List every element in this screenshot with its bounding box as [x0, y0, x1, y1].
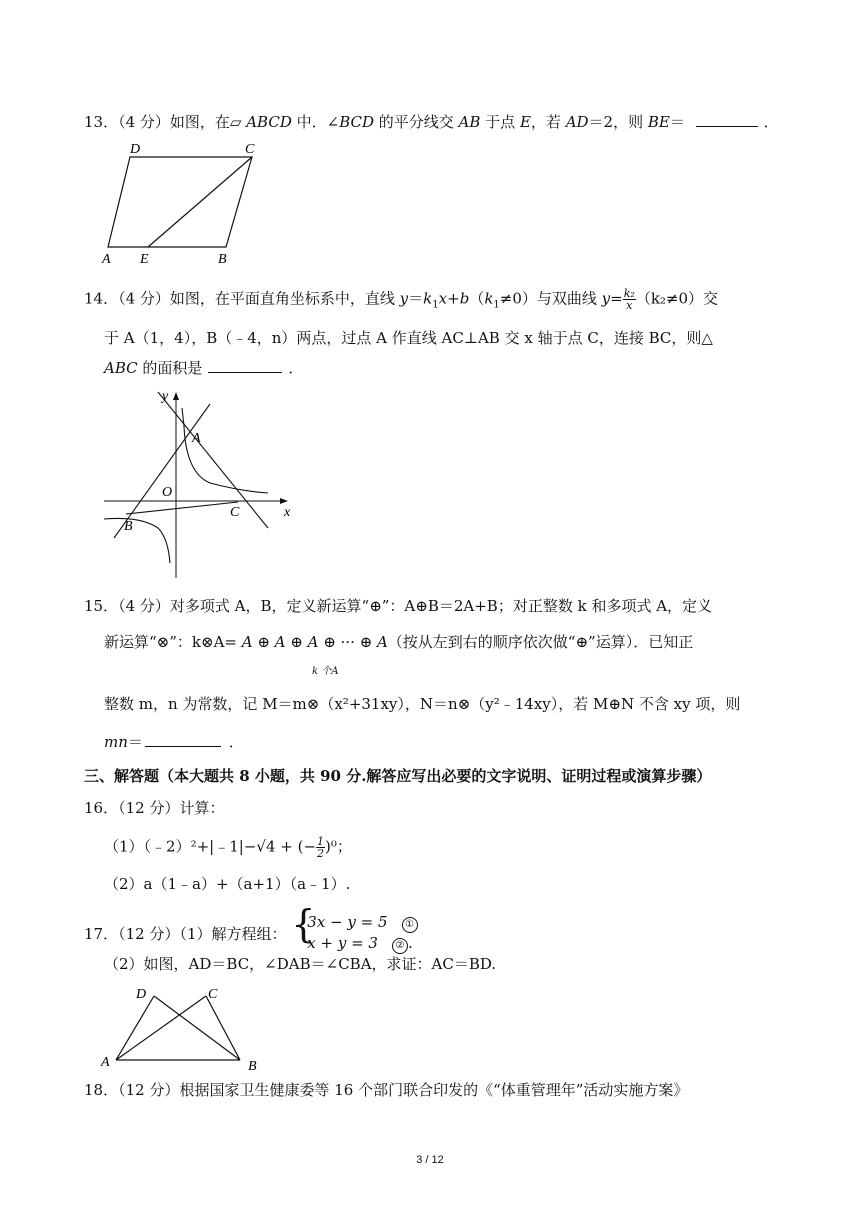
question-13-text: 13．（4 分）如图，在▱ ABCD 中．∠BCD 的平分线交 AB 于点 E，若 AD＝2，则 BE＝ ． — [84, 113, 779, 131]
answer-blank — [145, 732, 221, 747]
question-17-line-1: 17．（12 分）（1）解方程组： { 3x − y = 5 ① x + y = 3 ② . — [84, 914, 418, 958]
label-E: E — [140, 252, 149, 267]
question-17-part-2: （2）如图，AD＝BC，∠DAB＝∠CBA，求证：AC＝BD. — [104, 955, 497, 973]
question-16-part-2: （2）a（1﹣a）+（a+1）（a﹣1）. — [104, 875, 351, 893]
label-O: O — [162, 485, 173, 500]
question-15-line-2: 新运算“⊗”：k⊗A= A ⊕ A ⊕ A ⊕ ··· ⊕ A（按从左到右的顺序依次做“⊕”运算）．已知正 — [104, 633, 694, 651]
label-D: D — [136, 987, 147, 1002]
label-A: A — [192, 431, 201, 446]
parallelogram-figure — [100, 140, 270, 268]
label-A: A — [101, 1055, 110, 1070]
label-C: C — [245, 142, 255, 157]
label-y: y — [162, 389, 169, 404]
question-14-line-1: 14．（4 分）如图，在平面直角坐标系中，直线 $y=k_1x+b(k_1\ne 0)$与双曲线 y= $\frac{\text{k₂}}{x}$ （k₂≠0）交 — [84, 287, 719, 312]
answer-blank — [696, 112, 758, 127]
label-C: C — [208, 987, 218, 1002]
question-14-line-2: 于 A（1，4），B（﹣4，n）两点，过点 A 作直线 AC⊥AB 交 x 轴于点 C，连接 BC，则△ — [104, 329, 713, 347]
question-18-line-1: 18．（12 分）根据国家卫生健康委等 16 个部门联合印发的《“体重管理年”活动实施方案》 — [84, 1081, 689, 1099]
triangles-figure — [98, 982, 268, 1072]
label-D: D — [130, 142, 141, 157]
answer-blank — [208, 358, 282, 373]
question-15-line-1: 15．（4 分）对多项式 A，B，定义新运算“⊕”：A⊕B＝2A+B；对正整数 k 和多项式 A，定义 — [84, 597, 713, 615]
section-3-heading: 三、解答题（本大题共 8 小题，共 90 分.解答应写出必要的文字说明、证明过程或演算步骤） — [84, 767, 712, 785]
question-15-line-3: 整数 m，n 为常数，记 M＝m⊗（x²+31xy），N＝n⊗（y²﹣14xy），若 M⊕N 不含 xy 项，则 — [104, 695, 741, 713]
question-15-line-4: mn＝ ． — [104, 733, 244, 751]
question-16-line-1: 16．（12 分）计算： — [84, 799, 225, 817]
question-15-underbrace-label: k 个A — [312, 666, 339, 677]
coordinate-figure — [100, 388, 300, 580]
label-A: A — [102, 252, 111, 267]
label-x: x — [284, 505, 291, 520]
equation-system: { 3x − y = 5 ① x + y = 3 ② . — [291, 912, 417, 952]
label-B: B — [248, 1059, 257, 1072]
question-14-line-3: ABC 的面积是 ． — [104, 359, 304, 377]
fraction-one-half: $\frac{1}{2}$ — [317, 835, 325, 860]
label-C: C — [230, 505, 240, 520]
page-number: 3 / 12 — [416, 1154, 444, 1166]
question-16-part-1: （1）（﹣2）²+|﹣1|−√4 + (− $\frac{1}{2}$ )⁰； — [104, 835, 352, 860]
label-B: B — [124, 519, 133, 534]
fraction-k2-over-x: $\frac{\text{k₂}}{x}$ — [623, 287, 635, 312]
label-B: B — [218, 252, 227, 267]
